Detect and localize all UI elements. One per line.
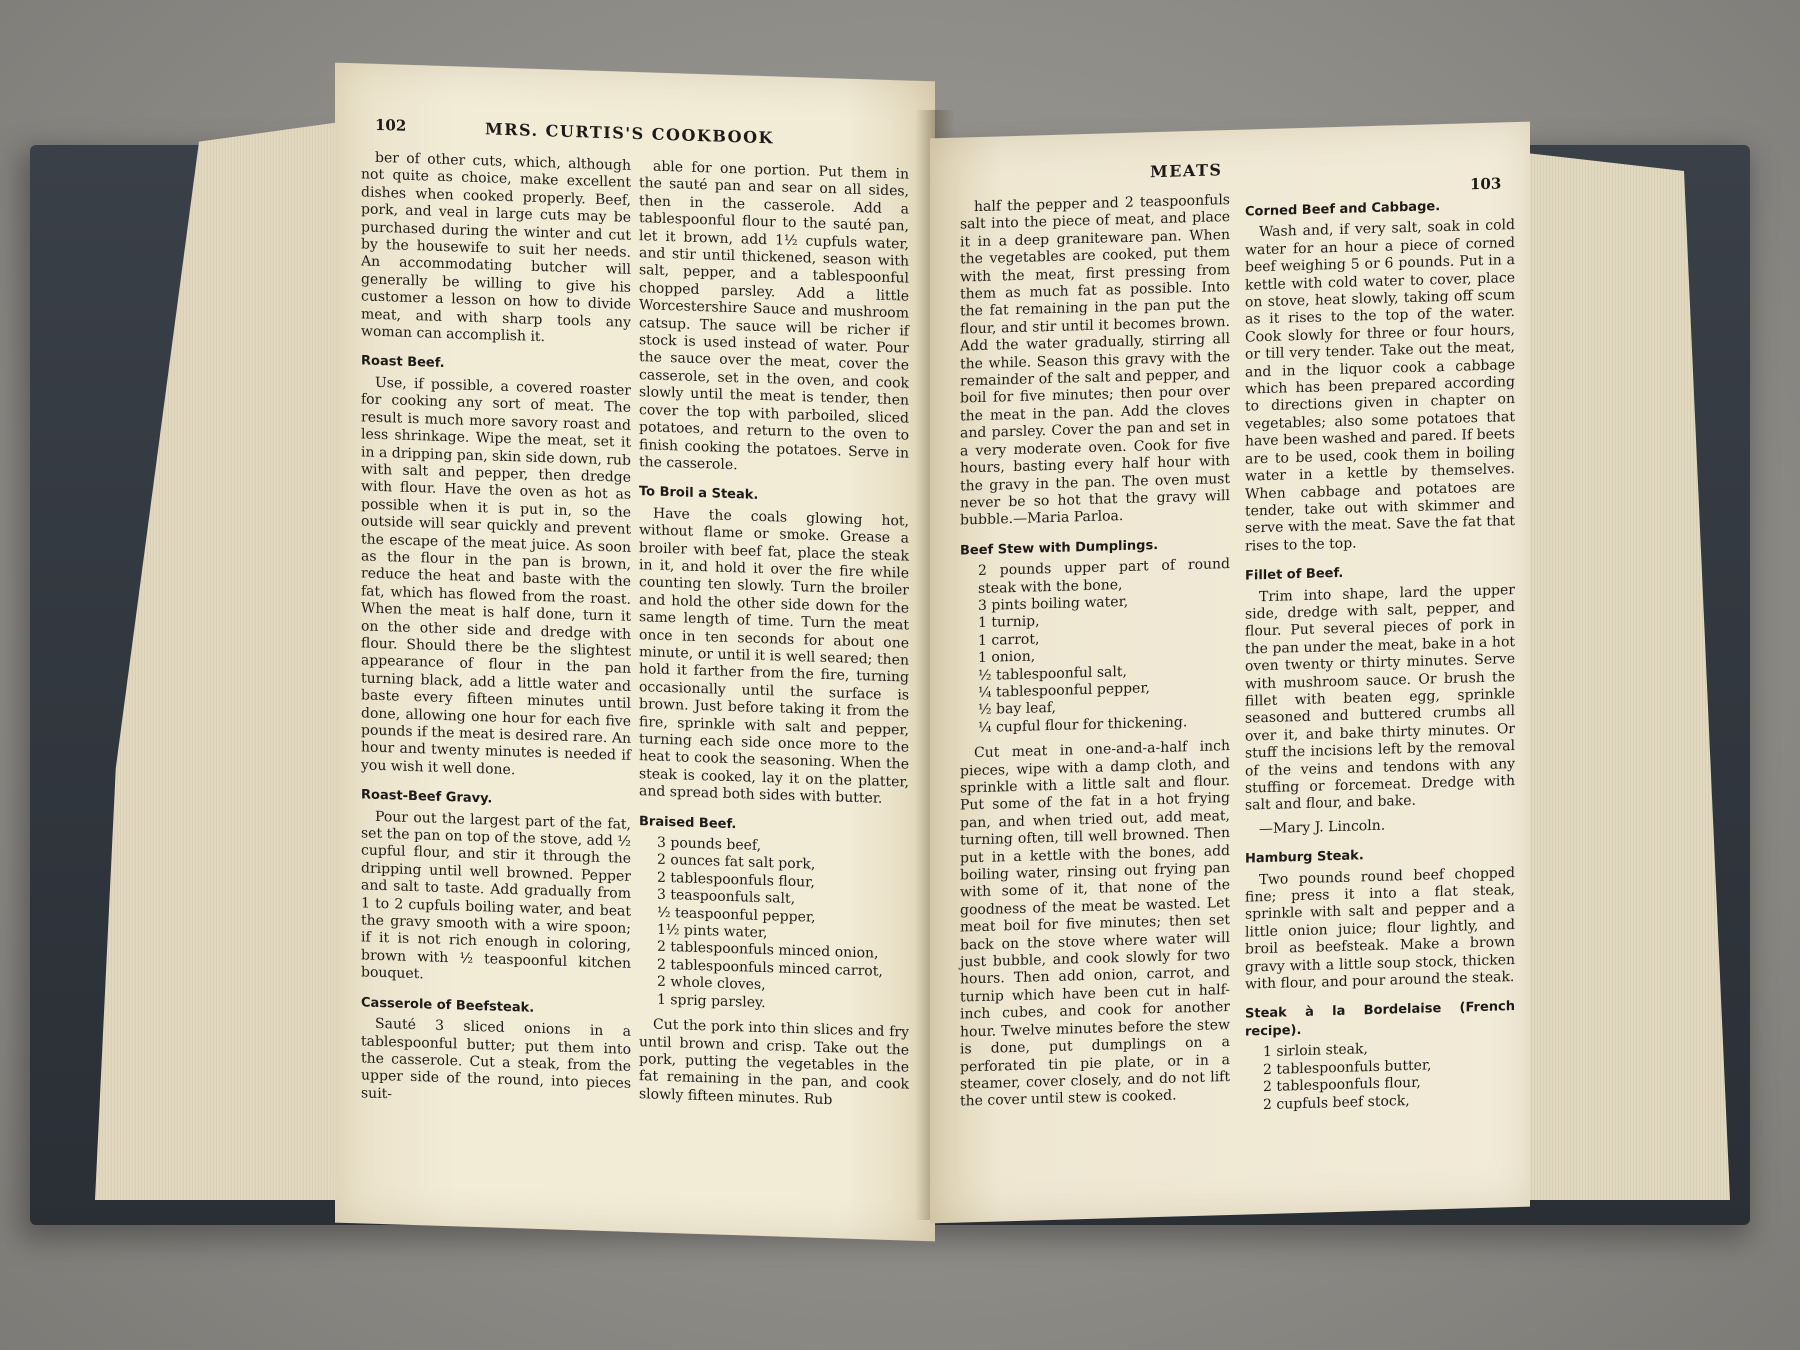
ingredient-list (639, 834, 909, 1017)
right-column-2 (1245, 184, 1515, 1122)
paragraph: Have the coals glowing hot, without flame or smoke. Grease a broiler with beef fat, place the steak in it, and hold it over the fire while counting ten slowly. Turn the broiler and hold the other side down for the same length of time. Turn the meat once in ten seconds for about one minute, or until it is well seared; then hold it farther from the fire, turning occasionally until the surface is brown. Just before taking it from the fire, sprinkle with salt and pepper, turning each side once more to the heat to cook the seasoning. When the steak is cooked, lay it on the platter, and spread both sides with butter. (639, 505, 909, 807)
recipe-heading: Steak à la Bordelaise (French recipe). (1245, 999, 1515, 1040)
ingredient-item: 3 pounds beef, (657, 834, 762, 854)
running-head: MEATS (1150, 160, 1223, 182)
left-column-2 (639, 158, 909, 1118)
ingredient-item: 1 sirloin steak, (1263, 1041, 1368, 1061)
ingredient-item: 2 pounds upper part of round steak with the bone, (978, 556, 1230, 597)
ingredient-item: 2 tablespoonfuls flour, (1263, 1074, 1421, 1096)
ingredient-item: 2 tablespoonfuls flour, (657, 869, 815, 891)
ingredient-item: ¼ cupful flour for thickening. (978, 713, 1188, 736)
recipe-heading: Braised Beef. (639, 813, 737, 832)
paragraph: half the pepper and 2 teaspoonfuls salt into the piece of meat, and place it in a deep graniteware pan. When the vegetables are cooked, put them with the meat, first pressing from them as much fat as possible. Into the fat remaining in the pan put the flour, and stir until it becomes brown. Add the water gradually, stirring all the while. Season this gravy with the remainder of the salt and pepper, and boil for five minutes; then pour over the meat in the pan. Add the cloves and parsley. Cover the pan and set in a very moderate oven. Cook for five hours, basting every half hour with the gravy in the pan. The oven must never be so hot that the gravy will bubble.—Maria Parloa. (960, 192, 1230, 529)
paragraph: Cut meat in one-and-a-half inch pieces, wipe with a damp cloth, and sprinkle with a little salt and flour. Put some of the fat in a hot frying pan, and when tried out, add meat, turning often, till well browned. Then put in a kettle with the bones, add boiling water, rinsing out frying pan with some of it, that none of the goodness of the meat be wasted. Let meat boil for five minutes; then set back on the stove where water will just bubble, and cook slowly for two hours. Then add onion, carrot, and turnip which have been cut in half-inch cubes, and cook for another hour. Twelve minutes before the stew is done, put dumplings on a perforated tin pie plate, or in a steamer, cover closely, and do not lift the cover until stew is cooked. (960, 738, 1230, 1110)
ingredient-item: 2 tablespoonfuls minced onion, (657, 939, 879, 963)
recipe-heading: Beef Stew with Dumplings. (960, 537, 1159, 559)
ingredient-list (960, 556, 1230, 738)
ingredient-item: 3 teaspoonfuls salt, (657, 886, 796, 908)
ingredient-item: 1½ pints water, (657, 921, 768, 942)
ingredient-item: 1 onion, (978, 648, 1036, 667)
ingredient-item: 2 tablespoonfuls minced carrot, (657, 956, 883, 980)
ingredient-item: 2 cupfuls beef stock, (1263, 1092, 1410, 1113)
ingredient-item: ½ tablespoonful salt, (978, 663, 1127, 684)
recipe-heading: Roast-Beef Gravy. (361, 787, 493, 807)
ingredient-item: ¼ tablespoonful pepper, (978, 680, 1150, 702)
right-column-1 (960, 192, 1230, 1117)
ingredient-item: 2 whole cloves, (657, 973, 766, 994)
page-number: 103 (1470, 174, 1502, 194)
paragraph: Trim into shape, lard the upper side, dredge with salt, pepper, and flour. Put several pieces of pork in the pan under the meat, bake in a hot oven twenty or thirty minutes. Serve with mushroom sauce. Or brush the fillet with beaten egg, sprinkle seasoned and buttered crumbs all over it, and bake thirty minutes. Or stuff the incisions left by the removal of the veins and tendons with any stuffing or forcemeat. Dredge with salt and flour, and bake. (1245, 581, 1515, 814)
running-head: MRS. CURTIS'S COOKBOOK (485, 119, 774, 148)
ingredient-item: 1 carrot, (978, 631, 1040, 649)
paragraph: Sauté 3 sliced onions in a tablespoonful butter; put them into the casserole. Cut a steak, from the upper side of the round, into pieces suit- (361, 1015, 631, 1103)
ingredient-item: 1 turnip, (978, 613, 1040, 632)
ingredient-item: ½ bay leaf, (978, 700, 1056, 719)
right-page (930, 122, 1530, 1224)
recipe-heading: Casserole of Beefsteak. (361, 995, 535, 1016)
recipe-heading: Corned Beef and Cabbage. (1245, 199, 1441, 220)
left-page (335, 63, 935, 1242)
author-signature: —Mary J. Lincoln. (1259, 817, 1386, 838)
recipe-heading: To Broil a Steak. (639, 484, 759, 504)
paragraph: ber of other cuts, which, although not quite as choice, make excellent dishes when cooked properly. Beef, pork, and veal in large cuts may be purchased during the winter and cut by the housewife to suit her needs. An accommodating butcher will generally be willing to give his customer a lesson on how to divide meat, and with sharp tools any woman can accomplish it. (361, 149, 631, 346)
ingredient-item: ½ teaspoonful pepper, (657, 904, 816, 926)
left-column-1 (361, 149, 631, 1117)
ingredient-item: 1 sprig parsley. (657, 991, 766, 1011)
ingredient-list (1245, 1037, 1515, 1114)
paragraph: Cut the pork into thin slices and fry until brown and crisp. Take out the pork, putting the vegetables in the fat remaining in the pan, and cook slowly fifteen minutes. Rub (639, 1016, 909, 1108)
page-number: 102 (375, 115, 407, 135)
paragraph: Two pounds round beef chopped fine; press it into a flat steak, sprinkle with salt and pepper and a little onion juice; flour lightly, and broil as beefsteak. Make a brown gravy with a little soup stock, thicken with flour, and pour around the steak. (1245, 864, 1515, 993)
ingredient-item: 2 tablespoonfuls butter, (1263, 1057, 1432, 1078)
recipe-heading: Fillet of Beef. (1245, 565, 1344, 584)
ingredient-item: 3 pints boiling water, (978, 593, 1129, 614)
recipe-heading: Roast Beef. (361, 353, 445, 372)
paragraph: Use, if possible, a covered roaster for cooking any sort of meat. The result is much more savory roast and less shrinkage. Wipe the meat, set it in a dripping pan, skin side down, rub with salt and pepper, then dredge with flour. Have the oven as hot as possible when it is put in, so the outside will sear quickly and prevent the escape of the meat juice. As soon as the flour in the pan is brown, reduce the heat and baste with the fat, which has flowed from the roast. When the meat is half done, turn it on the other side and dredge with flour. Should there be the slightest appearance of flour in the pan turning black, add a little water and baste every fifteen minutes until done, allowing one hour for each five pounds if the meat is desired rare. An hour and twenty minutes is needed if you wish it well done. (361, 374, 631, 779)
paragraph: Pour out the largest part of the fat, set the pan on top of the stove, add ½ cupful flour, and stir it through the dripping until well browned. Pepper and salt to taste. Add gradually from 1 to 2 cupfuls boiling water, and beat the gravy smooth with a wire spoon; if it is not rich enough in coloring, brown with ½ teaspoonful kitchen bouquet. (361, 808, 631, 983)
recipe-heading: Hamburg Steak. (1245, 848, 1364, 867)
paragraph: Wash and, if very salt, soak in cold water for an hour a piece of corned beef weighing 5 or 6 pounds. Put in a kettle with cold water to cover, place on stove, heat slowly, taking off scum as it rises to the top of the water. Cook slowly for three or four hours, or till very tender. Take out the meat, and in the liquor cook a cabbage which has been prepared according to directions given in chapter on vegetables; also some potatoes that have been washed and pared. If beets are to be used, cook them in boiling water in a kettle by themselves. When cabbage and potatoes are tender, take out with skimmer and serve with the meat. Save the fat that rises to the top. (1245, 217, 1515, 555)
paragraph: able for one portion. Put them in the sauté pan and sear on all sides, then in the casserole. Add a tablespoonful flour to the sauté pan, let it brown, add 1½ cupfuls water, and stir until thickened, season with salt, pepper, and a tablespoonful chopped parsley. Add a little Worcestershire Sauce and mushroom catsup. The sauce will be richer if stock is used instead of water. Pour the sauce over the meat, cover the casserole, set in the oven, and cook slowly until the meat is tender, then cover the top with parboiled, sliced potatoes, and return to the oven to finish cooking the potatoes. Serve in the casserole. (639, 158, 909, 474)
ingredient-item: 2 ounces fat salt pork, (657, 852, 816, 874)
